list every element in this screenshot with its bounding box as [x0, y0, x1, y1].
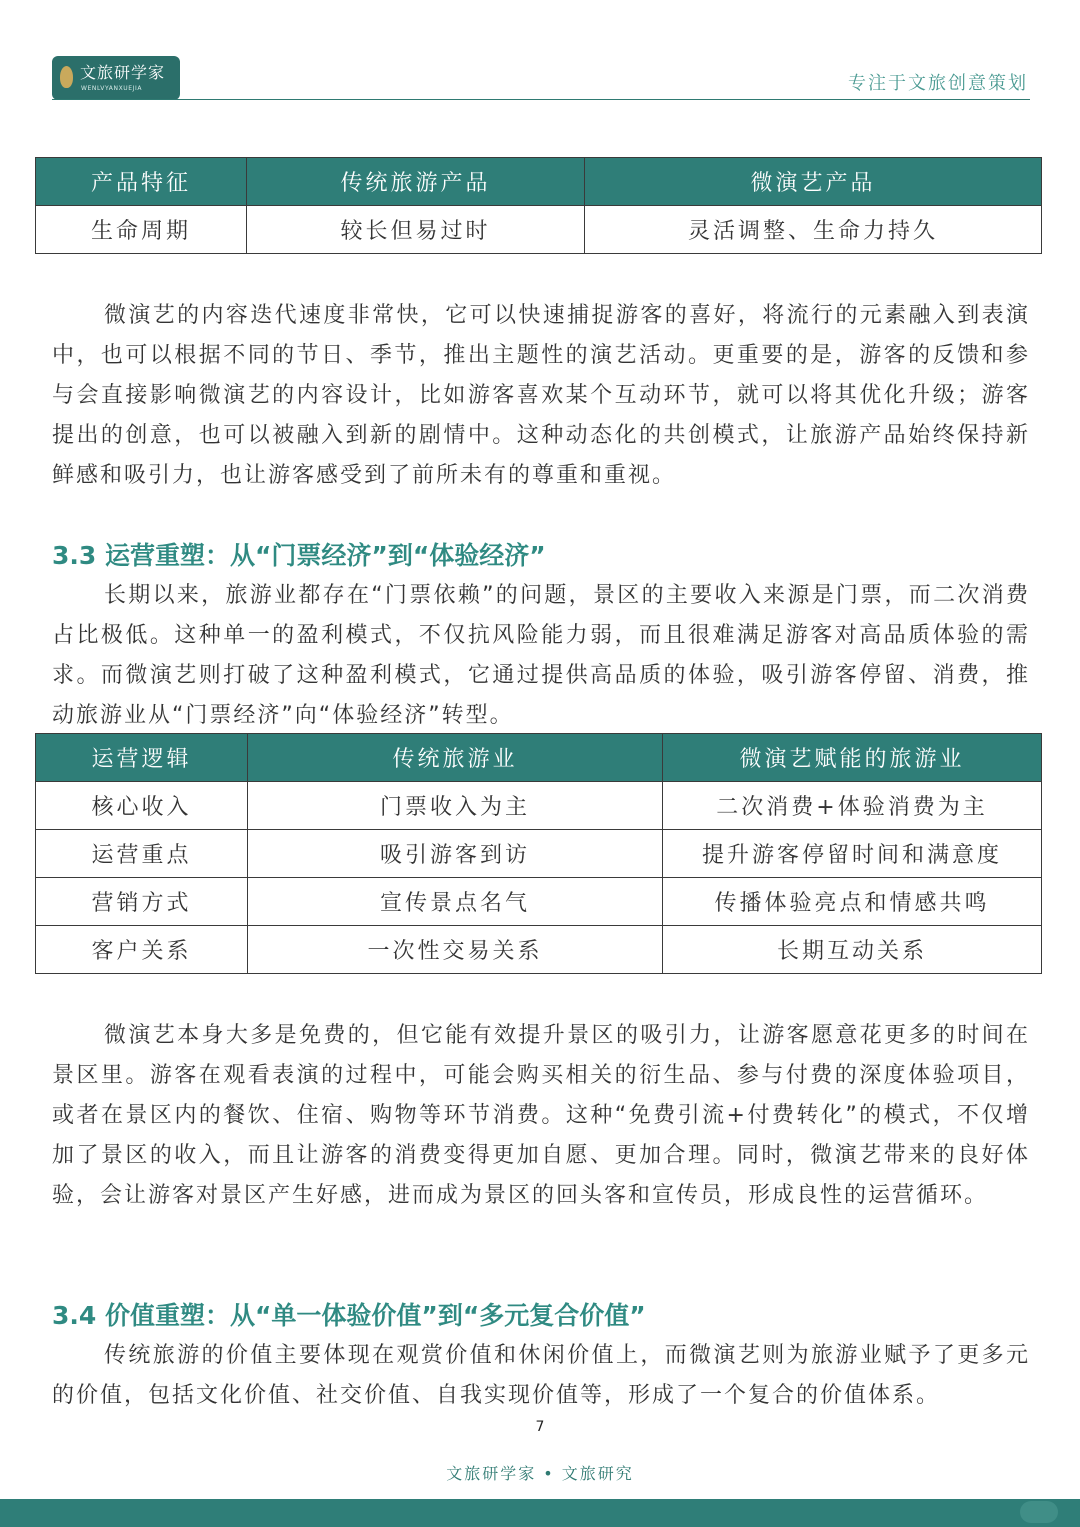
table-cell: 传播体验亮点和情感共鸣 [663, 878, 1042, 926]
table-cell: 营销方式 [36, 878, 248, 926]
table-cell: 客户关系 [36, 926, 248, 974]
table-cell: 吸引游客到访 [248, 830, 663, 878]
table-cell: 门票收入为主 [248, 782, 663, 830]
table-cell: 一次性交易关系 [248, 926, 663, 974]
table-header-cell: 微演艺赋能的旅游业 [663, 734, 1042, 782]
brand-logo [52, 56, 180, 100]
table-header-cell: 传统旅游产品 [247, 158, 585, 206]
leaf-icon [60, 66, 73, 88]
product-comparison-table [35, 157, 1042, 254]
table-row [36, 830, 1042, 878]
operation-logic-table [35, 733, 1042, 974]
body-paragraph: 传统旅游的价值主要体现在观赏价值和休闲价值上，而微演艺则为旅游业赋予了更多元的价值，包括文化价值、社交价值、自我实现价值等，形成了一个复合的价值体系。 [52, 1343, 1030, 1408]
footer-bar [0, 1499, 1080, 1527]
table-cell: 生命周期 [36, 206, 247, 254]
table-header-cell: 传统旅游业 [248, 734, 663, 782]
watermark-badge-icon [1020, 1501, 1058, 1523]
table-cell: 核心收入 [36, 782, 248, 830]
body-paragraph: 长期以来，旅游业都存在“门票依赖”的问题，景区的主要收入来源是门票，而二次消费占比极低。这种单一的盈利模式，不仅抗风险能力弱，而且很难满足游客对高品质体验的需求。而微演艺则打破了这种盈利模式，它通过提供高品质的体验，吸引游客停留、消费，推动旅游业从“门票经济”向“体验经济”转型。 [52, 583, 1030, 728]
section-heading-3-3: 3.3 运营重塑：从“门票经济”到“体验经济” [52, 541, 546, 570]
logo-subtitle: WENLVYANXUEJIA [81, 85, 143, 92]
body-paragraph: 微演艺的内容迭代速度非常快，它可以快速捕捉游客的喜好，将流行的元素融入到表演中，也可以根据不同的节日、季节，推出主题性的演艺活动。更重要的是，游客的反馈和参与会直接影响微演艺的内容设计，比如游客喜欢某个互动环节，就可以将其优化升级；游客提出的创意，也可以被融入到新的剧情中。这种动态化的共创模式，让旅游产品始终保持新鲜感和吸引力，也让游客感受到了前所未有的尊重和重视。 [52, 303, 1030, 488]
table-header-cell: 产品特征 [36, 158, 247, 206]
table-cell: 宣传景点名气 [248, 878, 663, 926]
table-header-cell: 运营逻辑 [36, 734, 248, 782]
table-header-cell: 微演艺产品 [585, 158, 1042, 206]
table-cell: 灵活调整、生命力持久 [585, 206, 1042, 254]
section-heading-3-4: 3.4 价值重塑：从“单一体验价值”到“多元复合价值” [52, 1301, 646, 1330]
header-tagline: 专注于文旅创意策划 [848, 73, 1028, 94]
table-row [36, 926, 1042, 974]
table-header-row [36, 158, 1042, 206]
footer-label: 文旅研学家 • 文旅研究 [446, 1464, 634, 1483]
table-row [36, 782, 1042, 830]
table-cell: 长期互动关系 [663, 926, 1042, 974]
page-number: 7 [535, 1419, 545, 1435]
table-cell: 提升游客停留时间和满意度 [663, 830, 1042, 878]
table-row [36, 206, 1042, 254]
body-paragraph: 微演艺本身大多是免费的，但它能有效提升景区的吸引力，让游客愿意花更多的时间在景区里。游客在观看表演的过程中，可能会购买相关的衍生品、参与付费的深度体验项目，或者在景区内的餐饮、住宿、购物等环节消费。这种“免费引流+付费转化”的模式，不仅增加了景区的收入，而且让游客的消费变得更加自愿、更加合理。同时，微演艺带来的良好体验，会让游客对景区产生好感，进而成为景区的回头客和宣传员，形成良性的运营循环。 [52, 1023, 1030, 1208]
logo-title: 文旅研学家 [80, 63, 166, 82]
table-cell: 运营重点 [36, 830, 248, 878]
table-cell: 二次消费+体验消费为主 [663, 782, 1042, 830]
header-divider [52, 99, 1030, 100]
table-row [36, 878, 1042, 926]
table-cell: 较长但易过时 [247, 206, 585, 254]
table-header-row [36, 734, 1042, 782]
